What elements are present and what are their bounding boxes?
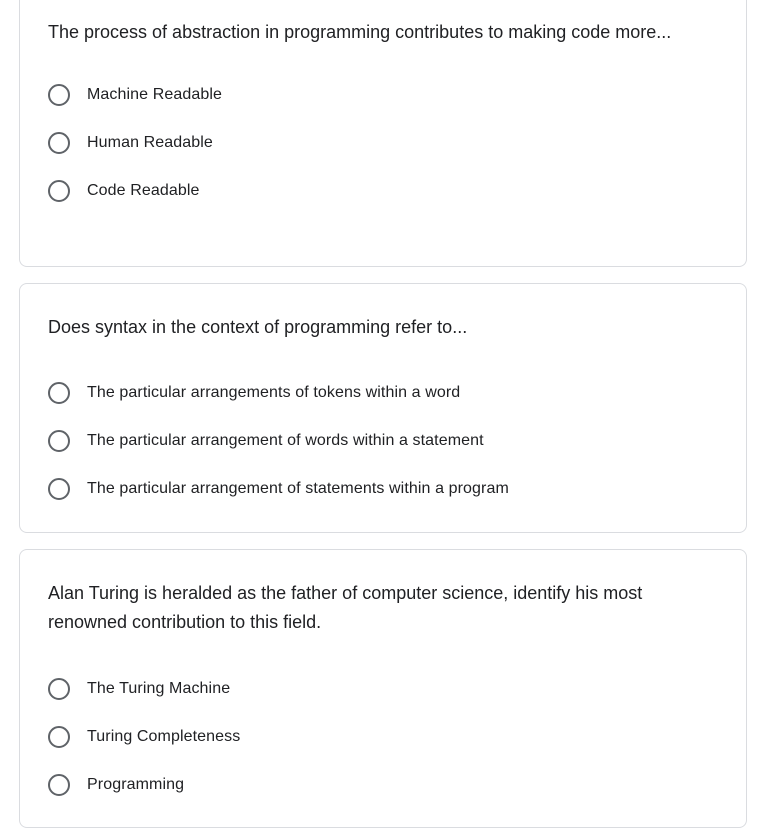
option-statements-within-program[interactable] xyxy=(48,465,718,513)
option-label: The particular arrangement of words within a statement xyxy=(87,432,484,449)
radio-icon[interactable] xyxy=(48,678,70,700)
option-label: Code Readable xyxy=(87,182,200,199)
option-machine-readable[interactable] xyxy=(48,71,718,119)
option-turing-completeness[interactable] xyxy=(48,713,718,761)
options-group-2 xyxy=(48,369,718,513)
options-group-3 xyxy=(48,665,718,809)
radio-icon[interactable] xyxy=(48,84,70,106)
option-label: Human Readable xyxy=(87,134,213,151)
question-card-2 xyxy=(19,283,747,533)
option-words-within-statement[interactable] xyxy=(48,417,718,465)
radio-icon[interactable] xyxy=(48,726,70,748)
option-label: Turing Completeness xyxy=(87,728,241,745)
option-label: The Turing Machine xyxy=(87,680,231,697)
option-label: The particular arrangements of tokens within a word xyxy=(87,384,461,401)
radio-icon[interactable] xyxy=(48,180,70,202)
option-turing-machine[interactable] xyxy=(48,665,718,713)
option-programming[interactable] xyxy=(48,761,718,809)
radio-icon[interactable] xyxy=(48,774,70,796)
question-card-3 xyxy=(19,549,747,828)
question-text-1: The process of abstraction in programming contributes to making code more... xyxy=(48,22,672,42)
option-tokens-within-word[interactable] xyxy=(48,369,718,417)
radio-icon[interactable] xyxy=(48,132,70,154)
option-label: The particular arrangement of statements within a program xyxy=(87,480,509,497)
radio-icon[interactable] xyxy=(48,430,70,452)
options-group-1 xyxy=(48,71,718,215)
question-text-2: Does syntax in the context of programming refer to... xyxy=(48,317,468,337)
option-code-readable[interactable] xyxy=(48,167,718,215)
radio-icon[interactable] xyxy=(48,382,70,404)
option-human-readable[interactable] xyxy=(48,119,718,167)
question-text-3: Alan Turing is heralded as the father of computer science, identify his most renowned contribution to this field. xyxy=(48,583,643,632)
radio-icon[interactable] xyxy=(48,478,70,500)
option-label: Programming xyxy=(87,776,185,793)
option-label: Machine Readable xyxy=(87,86,223,103)
question-card-1 xyxy=(19,0,747,267)
